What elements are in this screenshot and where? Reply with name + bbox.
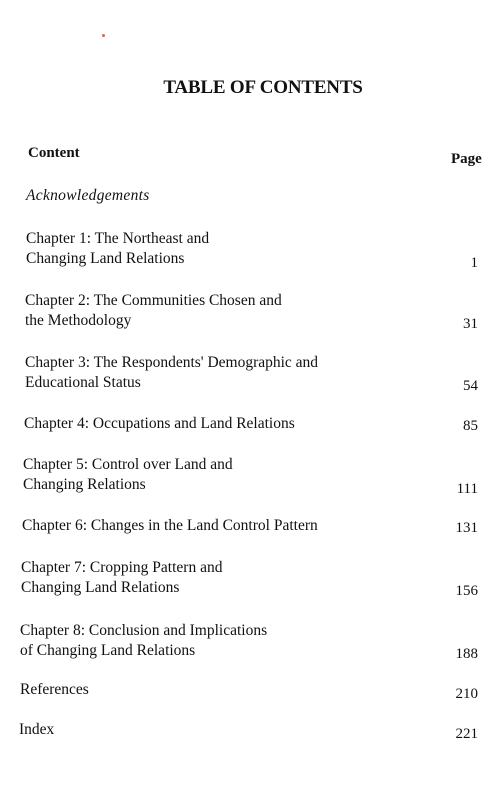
toc-entry-title-line-2: Changing Land Relations — [26, 250, 185, 267]
toc-entry-chapter-8[interactable] — [20, 621, 267, 661]
page-number: 221 — [455, 726, 478, 742]
toc-entry-title: Chapter 6: Changes in the Land Control Pattern — [22, 517, 318, 534]
toc-entry-chapter-4[interactable] — [24, 414, 295, 434]
toc-entry-chapter-2[interactable] — [25, 291, 282, 331]
page-column-header: Page — [451, 151, 482, 167]
toc-entry-title-line-1: Chapter 3: The Respondents' Demographic and — [25, 354, 319, 371]
toc-entry-title-line-2: Changing Land Relations — [21, 579, 180, 596]
toc-entry-title: Acknowledgements — [26, 187, 150, 204]
page-number: 85 — [463, 418, 478, 434]
toc-entry-title-line-2: Changing Relations — [23, 476, 146, 493]
page-number: 156 — [455, 583, 478, 599]
toc-entry-title: Chapter 4: Occupations and Land Relations — [24, 415, 295, 432]
page-number: 54 — [463, 378, 478, 394]
toc-entry-title: Index — [19, 721, 55, 738]
toc-entry-title-line-1: Chapter 1: The Northeast and — [26, 230, 210, 247]
toc-entry-index[interactable] — [19, 720, 54, 740]
toc-entry-references[interactable] — [20, 680, 89, 700]
page-number: 210 — [455, 686, 478, 702]
ink-speck — [102, 34, 105, 37]
toc-entry-title-line-1: Chapter 2: The Communities Chosen and — [25, 292, 282, 309]
page-title: TABLE OF CONTENTS — [163, 77, 363, 98]
page-number: 111 — [456, 481, 478, 497]
toc-entry-title-line-1: Chapter 8: Conclusion and Implications — [20, 622, 268, 639]
toc-entry-title-line-1: Chapter 5: Control over Land and — [23, 456, 233, 473]
toc-entry-chapter-7[interactable] — [21, 558, 222, 598]
toc-entry-title-line-2: the Methodology — [25, 312, 132, 329]
toc-entry-title-line-2: Educational Status — [25, 374, 141, 391]
page-number: 31 — [463, 316, 478, 332]
toc-entry-title: References — [20, 681, 89, 698]
toc-entry-chapter-5[interactable] — [23, 455, 233, 495]
toc-entry-chapter-3[interactable] — [25, 353, 318, 393]
toc-entry-acknowledgements[interactable] — [26, 186, 150, 206]
toc-entry-title-line-1: Chapter 7: Cropping Pattern and — [21, 559, 223, 576]
toc-entry-chapter-1[interactable] — [26, 229, 209, 269]
page-number: 1 — [470, 255, 478, 271]
page-number: 188 — [455, 646, 478, 662]
content-column-header: Content — [28, 145, 80, 161]
page-number: 131 — [455, 520, 478, 536]
toc-entry-chapter-6[interactable] — [22, 516, 318, 536]
toc-entry-title-line-2: of Changing Land Relations — [20, 642, 196, 659]
